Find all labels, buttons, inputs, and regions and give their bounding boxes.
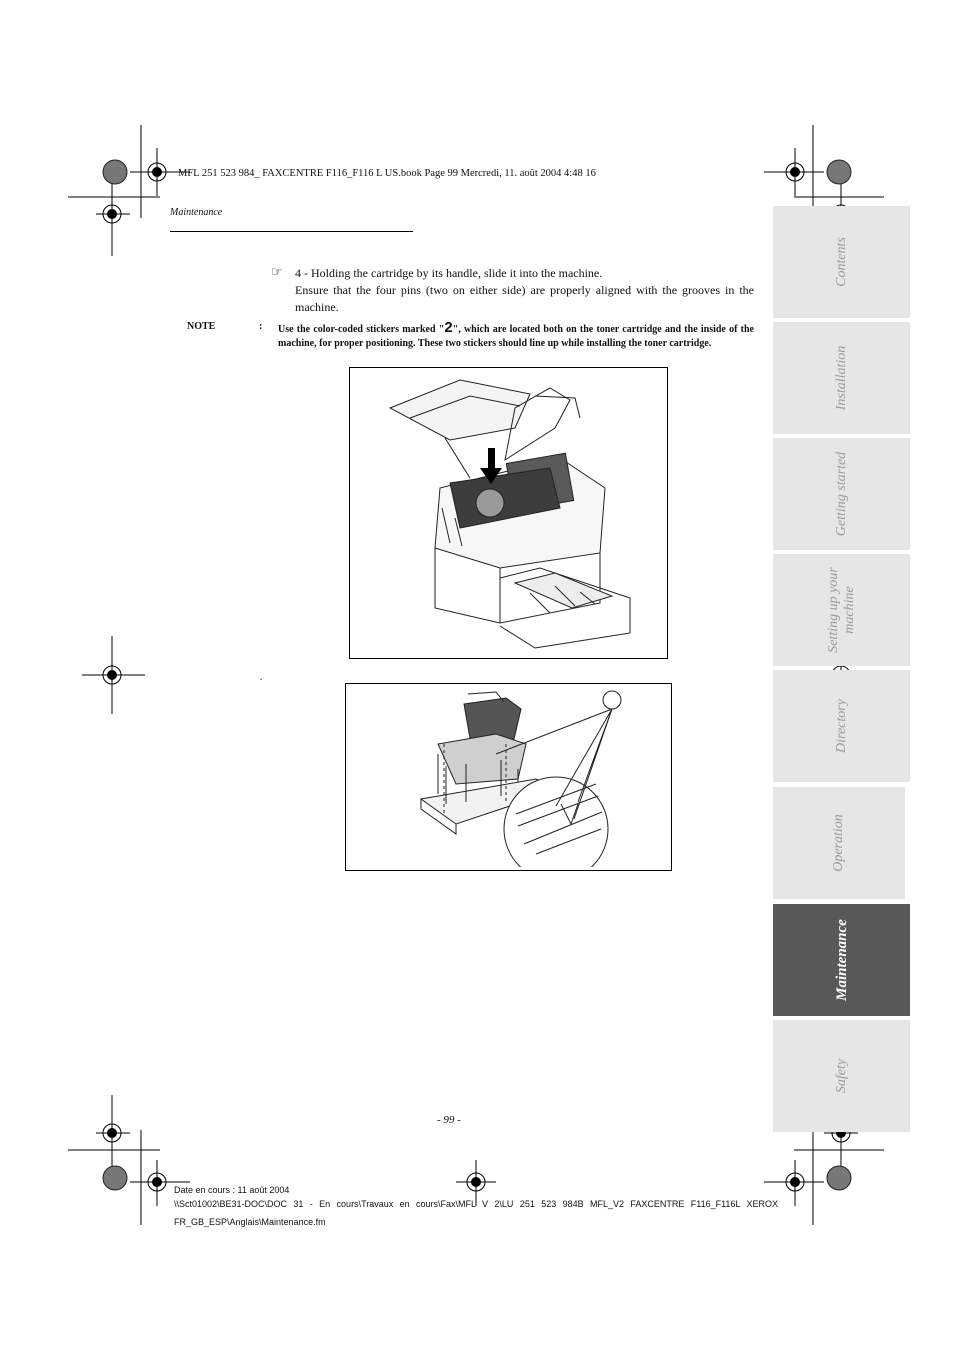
step-line-1: 4 - Holding the cartridge by its handle, slide it into the machine. [295, 266, 603, 280]
tab-installation-label: Installation [833, 345, 849, 411]
tab-installation[interactable] [773, 322, 910, 434]
stray-mark: . [260, 672, 263, 682]
cartridge-insertion-illustration [349, 367, 668, 659]
tab-setting-up-label: Setting up your machine [825, 567, 857, 653]
tab-operation[interactable] [773, 787, 905, 899]
tab-maintenance[interactable] [773, 904, 910, 1016]
tab-operation-label: Operation [831, 814, 846, 872]
tab-contents[interactable] [773, 206, 910, 318]
tab-getting-started[interactable] [773, 438, 910, 550]
step-4-text [295, 265, 754, 316]
step-line-2: Ensure that the four pins (two on either side) are properly aligned with the grooves in the machine. [295, 283, 754, 314]
footer-path: \\Sct01002\BE31-DOC\DOC 31 - En cours\Travaux en cours\Fax\MFL V 2\LU 251 523 984B MFL_V2 FAXCENTRE F116_F116L XEROX [174, 1199, 778, 1209]
tab-safety-label: Safety [833, 1058, 849, 1094]
note-colon: : [259, 321, 263, 332]
note-text-after: ", which are located both on the toner cartridge and the inside of the machine, for proper positioning. These two stickers should line up while installing the toner cartridge. [278, 324, 754, 349]
note-marker: 2 [444, 319, 453, 336]
tab-setting-up[interactable] [773, 554, 910, 666]
header-rule [170, 231, 413, 232]
cartridge-pins-detail-illustration [345, 683, 672, 871]
footer-filename: FR_GB_ESP\Anglais\Maintenance.fm [174, 1217, 326, 1227]
running-head: Maintenance [170, 207, 223, 218]
footer-date: Date en cours : 11 août 2004 [174, 1185, 290, 1195]
footer [174, 1183, 778, 1229]
page-number: - 99 - [437, 1114, 461, 1126]
pins-drawing [346, 684, 668, 867]
tab-getting-started-label: Getting started [833, 451, 849, 537]
printer-drawing [350, 368, 667, 658]
pointing-hand-icon: ☞ [271, 265, 283, 280]
tab-maintenance-label: Maintenance [833, 919, 850, 1001]
note-label: NOTE [187, 321, 216, 332]
note-text-before: Use the color-coded stickers marked " [278, 324, 445, 335]
book-header: MFL 251 523 984_ FAXCENTRE F116_F116 L US.book Page 99 Mercredi, 11. août 2004 4:48 16 [178, 168, 596, 179]
tab-contents-label: Contents [833, 237, 849, 287]
tab-directory-label: Directory [833, 699, 849, 753]
note-text [278, 321, 754, 351]
tab-safety[interactable] [773, 1020, 910, 1132]
tab-directory[interactable] [773, 670, 910, 782]
